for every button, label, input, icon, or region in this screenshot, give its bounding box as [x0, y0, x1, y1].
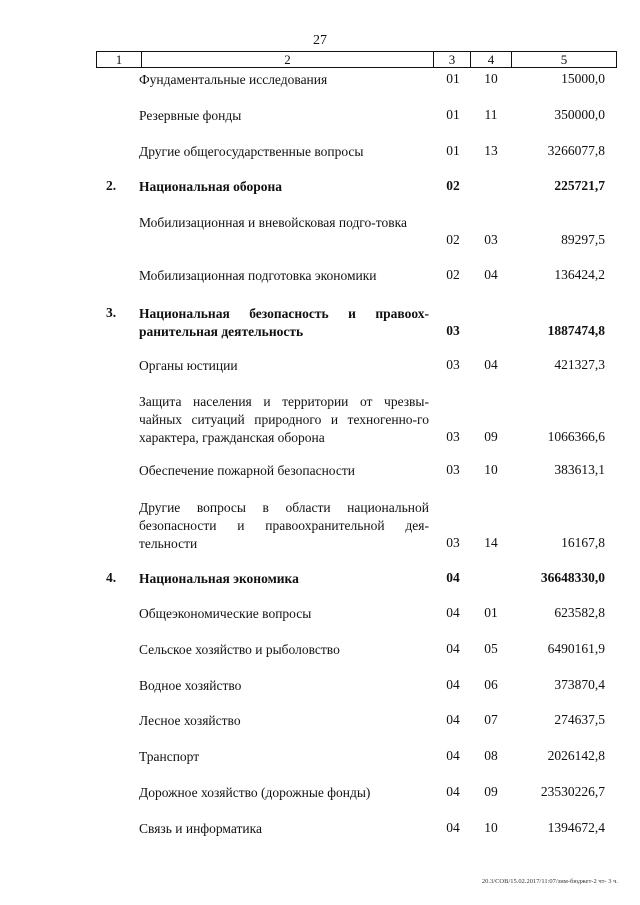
- row-section-code: 02: [446, 178, 460, 193]
- row-section-code: 04: [446, 605, 460, 620]
- row-name: Сельское хозяйство и рыболовство: [139, 642, 340, 657]
- row-number: 4.: [106, 570, 117, 585]
- row-amount: 16167,8: [561, 535, 605, 550]
- row-amount: 2026142,8: [547, 748, 605, 763]
- row-section-code: 02: [446, 232, 460, 247]
- row-section-code: 03: [446, 535, 460, 550]
- row-amount: 1066366,6: [547, 429, 605, 444]
- row-amount: 6490161,9: [547, 641, 605, 656]
- row-section-code: 03: [446, 323, 460, 338]
- row-number: 3.: [106, 305, 117, 320]
- row-subsection-code: 14: [484, 535, 498, 550]
- row-section-code: 04: [446, 712, 460, 727]
- row-subsection-code: 07: [484, 712, 498, 727]
- row-amount: 89297,5: [561, 232, 605, 247]
- row-subsection-code: 10: [484, 820, 498, 835]
- row-section-code: 04: [446, 677, 460, 692]
- row-section-code: 04: [446, 784, 460, 799]
- row-section-code: 02: [446, 267, 460, 282]
- row-name: Общеэкономические вопросы: [139, 606, 312, 621]
- header-col-2: 2: [141, 52, 433, 67]
- row-section-code: 01: [446, 71, 460, 86]
- row-amount: 623582,8: [554, 605, 605, 620]
- row-amount: 1394672,4: [547, 820, 605, 835]
- document-footer-code: 20.3/СОВ/15.02.2017/11:07/зим-бюджет-2 чт- 3 ч.: [481, 878, 618, 885]
- row-name: Резервные фонды: [139, 108, 242, 123]
- header-col-4: 4: [470, 52, 511, 67]
- row-amount: 23530226,7: [540, 784, 605, 799]
- row-amount: 274637,5: [554, 712, 605, 727]
- row-name: Дорожное хозяйство (дорожные фонды): [139, 785, 371, 800]
- row-name: Лесное хозяйство: [139, 713, 241, 728]
- row-amount: 36648330,0: [540, 570, 605, 585]
- row-section-code: 01: [446, 143, 460, 158]
- row-subsection-code: 04: [484, 267, 498, 282]
- row-name: Транспорт: [139, 749, 200, 764]
- row-amount: 383613,1: [554, 462, 605, 477]
- row-subsection-code: 06: [484, 677, 498, 692]
- row-number: 2.: [106, 178, 117, 193]
- header-col-5: 5: [511, 52, 616, 67]
- row-subsection-code: 09: [484, 429, 498, 444]
- row-name: Фундаментальные исследования: [139, 72, 328, 87]
- row-section-code: 03: [446, 462, 460, 477]
- row-amount: 3266077,8: [547, 143, 605, 158]
- row-name: Мобилизационная и вневойсковая подго-товка: [139, 215, 407, 230]
- row-name: Другие вопросы в области национальной безопасности и правоохранительной дея-тельности: [139, 500, 429, 551]
- header-col-1: 1: [115, 52, 123, 67]
- row-name: Водное хозяйство: [139, 678, 242, 693]
- row-subsection-code: 10: [484, 71, 498, 86]
- row-name: Связь и информатика: [139, 821, 262, 836]
- row-subsection-code: 13: [484, 143, 498, 158]
- row-name: Национальная оборона: [139, 179, 282, 194]
- row-section-code: 04: [446, 641, 460, 656]
- row-amount: 350000,0: [554, 107, 605, 122]
- row-section-code: 03: [446, 429, 460, 444]
- row-amount: 136424,2: [554, 267, 605, 282]
- row-section-code: 03: [446, 357, 460, 372]
- row-name: Мобилизационная подготовка экономики: [139, 268, 377, 283]
- row-name: Другие общегосударственные вопросы: [139, 144, 364, 159]
- row-amount: 373870,4: [554, 677, 605, 692]
- row-section-code: 01: [446, 107, 460, 122]
- table-header-row: [96, 51, 617, 68]
- row-subsection-code: 05: [484, 641, 498, 656]
- row-name: Национальная экономика: [139, 571, 299, 586]
- row-name: Органы юстиции: [139, 358, 238, 373]
- row-section-code: 04: [446, 820, 460, 835]
- row-subsection-code: 09: [484, 784, 498, 799]
- row-subsection-code: 01: [484, 605, 498, 620]
- row-amount: 225721,7: [554, 178, 605, 193]
- row-subsection-code: 08: [484, 748, 498, 763]
- row-section-code: 04: [446, 570, 460, 585]
- row-subsection-code: 10: [484, 462, 498, 477]
- row-name: Национальная безопасность и правоох-ранительная деятельность: [139, 306, 429, 339]
- row-subsection-code: 03: [484, 232, 498, 247]
- row-subsection-code: 04: [484, 357, 498, 372]
- row-name: Обеспечение пожарной безопасности: [139, 463, 356, 478]
- row-subsection-code: 11: [484, 107, 498, 122]
- row-amount: 421327,3: [554, 357, 605, 372]
- page-number: 27: [313, 33, 327, 48]
- row-section-code: 04: [446, 748, 460, 763]
- row-amount: 1887474,8: [547, 323, 605, 338]
- header-col-3: 3: [433, 52, 470, 67]
- row-amount: 15000,0: [561, 71, 605, 86]
- row-name: Защита населения и территории от чрезвы-чайных ситуаций природного и техногенно-го характера, гражданская оборона: [139, 394, 429, 445]
